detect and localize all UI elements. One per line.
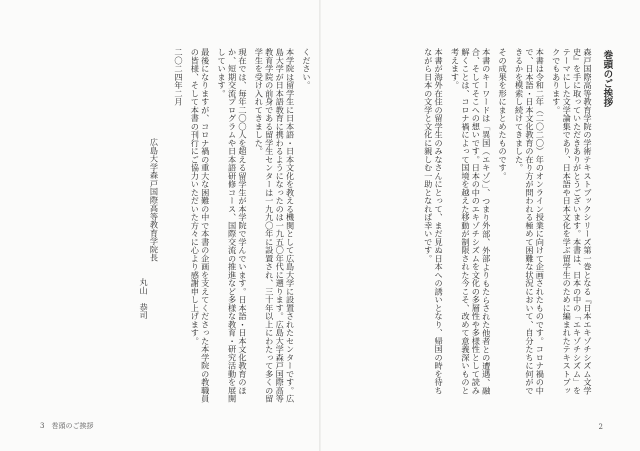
page-number: 3 巻頭のご挨拶 xyxy=(40,422,94,430)
paragraph: 本書は令和二年（二〇二〇）年のオンライン授業に向けて企画されたものです。コロナ禍の中で、日本語・日本文化教育の在り方が問われる極めて困難な状況において、自分たちに何ができるかを模索し続けてきました。 xyxy=(514,48,546,395)
left-page-body xyxy=(22,48,312,403)
page-title: 巻頭のご挨拶 xyxy=(601,50,613,108)
signature-org: 広島大学森戸国際高等教育学院長 xyxy=(149,138,160,262)
paragraph: 本学院は留学生に日本語・日本文化を教える機関として広島大学に設置されたセンターです。広島大学が日本語教育に携わるようになったのは一九五〇年代に遡ります。広島大学森戸国際高等教育学院の前身である留学生センターは一九九〇年に設置され、三十年以上にわたって多くの留学生を受け入れてきました。 xyxy=(254,48,296,403)
date-line: 二〇二四年二月 xyxy=(173,48,184,106)
page-number: 2 xyxy=(598,423,603,431)
paragraph: その成果を形にまとめたものです。 xyxy=(498,48,509,180)
paragraph: ください。 xyxy=(302,48,312,90)
paragraph: 本書が海外在住の留学生のみなさんにとって、まだ見ぬ日本への誘いとなり、帰国の時を待ちながら日本の文学と文化に親しむ一助となれば幸いです。 xyxy=(423,48,445,395)
paragraph: 最後になりますが、コロナ禍の重大な困難の中で本書の企画を支えてくださった本学院の教職員の皆様、そして本書の刊行にご協力いただいた方々に心より感謝申し上げます。 xyxy=(190,48,211,403)
signature-name: 丸山 恭司 xyxy=(139,278,150,320)
paragraph: 現在では、毎年二〇〇人を超える留学生が本学院で学んでいます。日本語・日本文化教育のほか、短期交流プログラムや日本語研修コース、国際交流の推進など多様な教育・研究活動を展開しています。 xyxy=(217,48,248,403)
paragraph: 本書のキーワードは「異国（エキゾ）」、つまり外部、外部よりもたらされた他者との遭遇、融合、そしてそこへの想いです。日本の中のエキゾチシズムを文化の多層性や多様性として読み解くことは、コロナ禍によって国境を越えた移動が制限された今こそ、改めて意義深いものと考えます。 xyxy=(450,48,492,395)
right-page xyxy=(321,0,640,451)
paragraph: 森戸国際高等教育学院の学術テキストブックシリーズ第一巻となる『日本エキゾチシズム文学史』を手に取っていただきありがとうございます。本書は、日本の中の「エキゾチシズム」をテーマにした文学論集であり、日本語や日本文化を学ぶ留学生のために編まれたテキストブックでもあります。 xyxy=(551,48,593,395)
right-page-body xyxy=(345,48,593,398)
